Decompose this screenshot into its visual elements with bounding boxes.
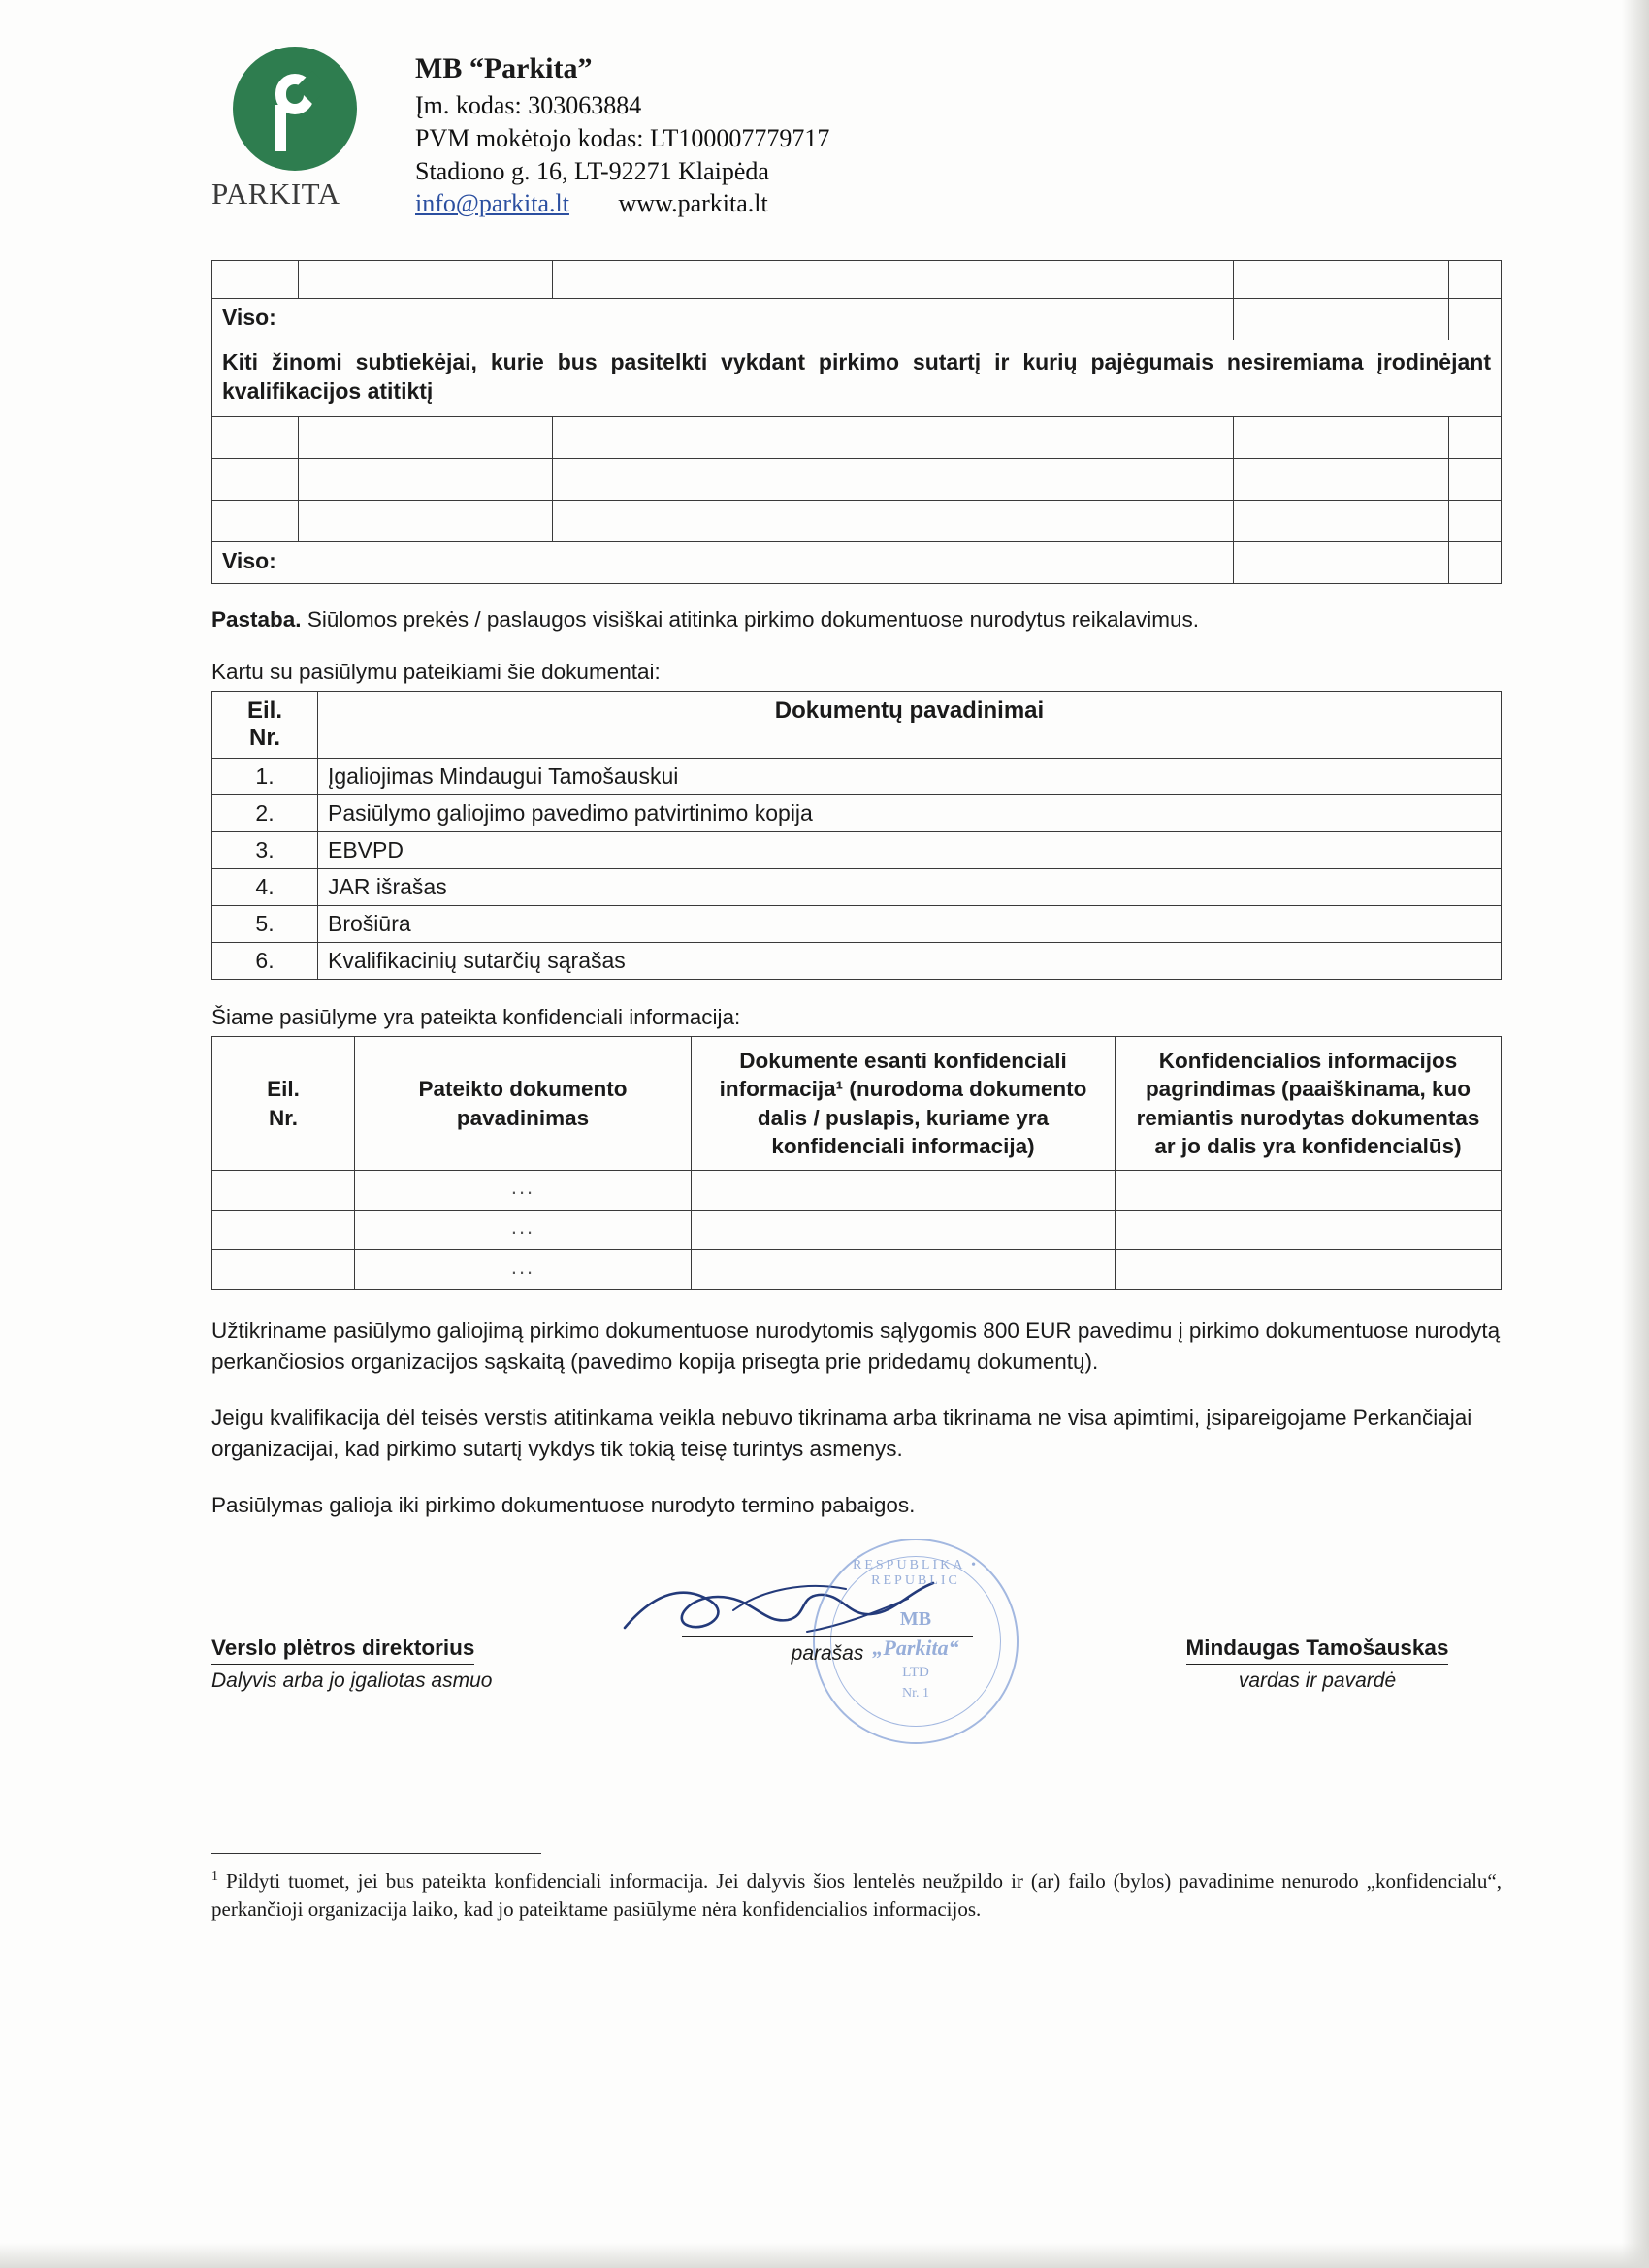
pastaba-text: Siūlomos prekės / paslaugos visiškai atitinka pirkimo dokumentuose nurodytus reikalavimus.	[301, 606, 1199, 632]
paragraph-validity: Pasiūlymas galioja iki pirkimo dokumentuose nurodyto termino pabaigos.	[211, 1492, 916, 1517]
signer-name: Mindaugas Tamošauskas	[1186, 1636, 1449, 1665]
footnote-divider	[211, 1853, 541, 1854]
row-nr: 2.	[212, 795, 318, 832]
signature-line	[667, 1636, 987, 1666]
cell	[299, 416, 553, 458]
cell	[1116, 1211, 1502, 1250]
table-row	[212, 458, 1502, 500]
pastaba-label: Pastaba.	[211, 606, 302, 632]
conf-header-nr-line2: Nr.	[268, 1105, 298, 1130]
company-address: Stadiono g. 16, LT-92271 Klaipėda	[415, 156, 769, 185]
table-header-row	[212, 692, 1502, 759]
logo-wordmark: PARKITA	[211, 177, 340, 211]
documents-lead: Kartu su pasiūlymu pateikiami šie dokumentai:	[211, 660, 661, 685]
stamp-outer-text: RESPUBLIKA • REPUBLIC	[853, 1557, 979, 1588]
conf-header-nr	[212, 1037, 355, 1171]
stamp-line4: Nr. 1	[902, 1685, 929, 1701]
cell	[1116, 1171, 1502, 1211]
stamp-line1: MB	[899, 1607, 932, 1630]
cell	[212, 1211, 355, 1250]
conf-placeholder: ...	[355, 1250, 692, 1290]
total-label-bottom: Viso:	[212, 541, 1234, 583]
company-logo	[211, 39, 415, 211]
conf-header-info: Dokumente esanti konfidenciali informacija¹ (nurodoma dokumento dalis / puslapis, kuriame yra konfidenciali informacija)	[692, 1037, 1116, 1171]
row-doc-name: Pasiūlymo galiojimo pavedimo patvirtinimo kopija	[318, 795, 1502, 832]
row-doc-name: Brošiūra	[318, 906, 1502, 943]
documents-header-nr	[212, 692, 318, 759]
cell	[889, 261, 1234, 299]
row-doc-name: Įgaliojimas Mindaugui Tamošauskui	[318, 759, 1502, 795]
cell	[1234, 541, 1449, 583]
cell	[299, 500, 553, 541]
cell	[1449, 500, 1502, 541]
table-row	[212, 500, 1502, 541]
email-link[interactable]: info@parkita.lt	[415, 189, 569, 218]
document-content	[211, 39, 1502, 1924]
documents-header-title: Dokumentų pavadinimai	[318, 692, 1502, 759]
cell	[1449, 458, 1502, 500]
cell	[299, 458, 553, 500]
table-row	[212, 943, 1502, 980]
documents-header-nr-line2: Nr.	[248, 725, 280, 752]
cell	[212, 416, 299, 458]
conf-header-doc: Pateikto dokumento pavadinimas	[355, 1037, 692, 1171]
row-nr: 5.	[212, 906, 318, 943]
cell	[692, 1250, 1116, 1290]
table-row	[212, 832, 1502, 869]
cell	[299, 261, 553, 299]
subcontractors-table	[211, 260, 1502, 584]
cell	[212, 1171, 355, 1211]
documents-table	[211, 691, 1502, 980]
conf-header-nr-line1: Eil.	[267, 1077, 300, 1102]
cell	[212, 261, 299, 299]
row-doc-name: JAR išrašas	[318, 869, 1502, 906]
cell	[1449, 541, 1502, 583]
table-row	[212, 340, 1502, 417]
cell	[1234, 458, 1449, 500]
table-row	[212, 416, 1502, 458]
signature-block	[211, 1557, 1502, 1731]
footnote-text: Pildyti tuomet, jei bus pateikta konfidenciali informacija. Jei dalyvis šios lentelės neužpildo ir (ar) failo (bylos) pavadinime nenurodo „konfidencialu“, perkančioji organizacija laiko, kad jo pateiktame pasiūlyme nėra konfidencialios informacijos.	[211, 1868, 1502, 1921]
signer-name-block	[1143, 1636, 1492, 1693]
cell	[889, 458, 1234, 500]
row-nr: 3.	[212, 832, 318, 869]
total-label-top: Viso:	[212, 299, 1234, 340]
cell	[212, 500, 299, 541]
company-name: MB “Parkita”	[415, 52, 593, 84]
stamp-line3: LTD	[902, 1664, 929, 1680]
website-text: www.parkita.lt	[618, 189, 768, 218]
table-row	[212, 869, 1502, 906]
cell	[1449, 416, 1502, 458]
subcontractors-note: Kiti žinomi subtiekėjai, kurie bus pasitelkti vykdant pirkimo sutartį ir kurių pajėgumais nesiremiama įrodinėjant kvalifikacijos atitiktį	[212, 340, 1502, 417]
cell	[1234, 299, 1449, 340]
signer-position-caption: Dalyvis arba jo įgaliotas asmuo	[211, 1669, 493, 1692]
conf-placeholder: ...	[355, 1211, 692, 1250]
company-details	[415, 39, 829, 220]
cell	[212, 458, 299, 500]
cell	[1449, 299, 1502, 340]
cell	[1449, 261, 1502, 299]
cell	[1234, 416, 1449, 458]
table-row	[212, 795, 1502, 832]
table-header-row	[212, 1037, 1502, 1171]
table-row	[212, 759, 1502, 795]
table-row	[212, 906, 1502, 943]
cell	[1234, 261, 1449, 299]
signer-name-caption: vardas ir pavardė	[1238, 1669, 1397, 1692]
row-doc-name: EBVPD	[318, 832, 1502, 869]
table-row	[212, 1250, 1502, 1290]
table-row	[212, 1171, 1502, 1211]
cell	[212, 1250, 355, 1290]
table-row	[212, 1211, 1502, 1250]
parkita-leaf-icon	[233, 47, 357, 171]
table-row	[212, 541, 1502, 583]
cell	[553, 500, 889, 541]
signer-position	[211, 1636, 561, 1693]
scan-shadow-bottom	[0, 2243, 1649, 2268]
cell	[889, 416, 1234, 458]
documents-header-nr-line1: Eil.	[246, 697, 282, 725]
letterhead	[211, 39, 1502, 243]
table-row	[212, 261, 1502, 299]
confidential-lead: Šiame pasiūlyme yra pateikta konfidenciali informacija:	[211, 1005, 741, 1030]
row-doc-name: Kvalifikacinių sutarčių sąrašas	[318, 943, 1502, 980]
signature-caption: parašas	[791, 1641, 864, 1665]
paragraph-guarantee: Užtikriname pasiūlymo galiojimą pirkimo dokumentuose nurodytomis sąlygomis 800 EUR pavedimu į pirkimo dokumentuose nurodytą perkančiosios organizacijos sąskaitą (pavedimo kopija prisegta prie pridedamų dokumentų).	[211, 1318, 1501, 1375]
pastaba-note	[211, 605, 1502, 634]
cell	[1116, 1250, 1502, 1290]
company-code: Įm. kodas: 303063884	[415, 91, 642, 119]
cell	[553, 261, 889, 299]
cell	[889, 500, 1234, 541]
cell	[553, 458, 889, 500]
cell	[1234, 500, 1449, 541]
footnote	[211, 1867, 1502, 1924]
signature-rule	[682, 1636, 973, 1637]
paragraph-qualification: Jeigu kvalifikacija dėl teisės verstis atitinkama veikla nebuvo tikrinama arba tikrinama ne visa apimtimi, įsipareigojame Perkančiajai organizacijai, kad pirkimo sutartį vykdys tik tokią teisę turintys asmenys.	[211, 1406, 1472, 1461]
row-nr: 6.	[212, 943, 318, 980]
scan-shadow-right	[1622, 0, 1649, 2268]
stamp-line2: „Parkita“	[872, 1635, 959, 1660]
cell	[692, 1171, 1116, 1211]
footnote-marker: 1	[211, 1868, 218, 1884]
conf-placeholder: ...	[355, 1171, 692, 1211]
signer-position-title: Verslo plėtros direktorius	[211, 1636, 474, 1665]
confidential-table	[211, 1036, 1502, 1290]
cell	[553, 416, 889, 458]
row-nr: 1.	[212, 759, 318, 795]
cell	[692, 1211, 1116, 1250]
conf-header-basis: Konfidencialios informacijos pagrindimas (paaiškinama, kuo remiantis nurodytas dokumentas ar jo dalis yra konfidencialūs)	[1116, 1037, 1502, 1171]
row-nr: 4.	[212, 869, 318, 906]
table-row	[212, 299, 1502, 340]
vat-code: PVM mokėtojo kodas: LT100007779717	[415, 123, 830, 152]
